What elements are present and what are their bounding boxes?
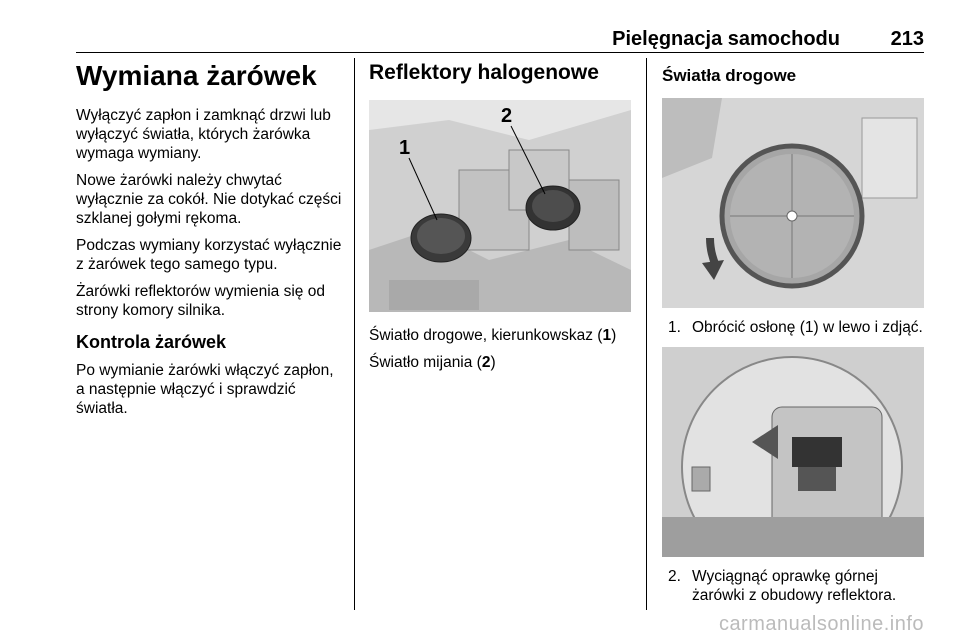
section-heading: Reflektory halogenowe [369, 61, 599, 84]
paragraph: Podczas wymiany korzystać wyłącznie z żarówek tego samego typu. [76, 237, 342, 273]
caption-high-beam [369, 326, 631, 345]
caption-number: 2 [481, 354, 491, 371]
paragraph: Po wymianie żarówki włączyć zapłon, a następnie włączyć i sprawdzić światła. [76, 362, 334, 417]
paragraph: Wyłączyć zapłon i zamknąć drzwi lub wyłączyć światła, których żarówka wymaga wymiany. [76, 107, 331, 162]
step-2 [662, 567, 924, 605]
watermark: carmanualsonline.info [718, 613, 924, 635]
cover-illustration [662, 98, 924, 308]
step-text: Wyciągnąć oprawkę górnej żarówki z obudowy reflektora. [692, 568, 897, 604]
callout-2: 2 [501, 105, 513, 127]
caption-paren: ) [490, 354, 496, 371]
paragraph: Żarówki reflektorów wymienia się od strony komory silnika. [76, 283, 325, 319]
step-number: 1. [668, 319, 681, 336]
paragraph: Nowe żarówki należy chwytać wyłącznie za cokół. Nie dotykać części szklanej gołymi rękoma. [76, 172, 342, 227]
caption-text: Światło mijania ( [369, 354, 482, 371]
header-rule [76, 52, 924, 53]
column-bulb-replacement [76, 60, 344, 426]
section-heading: Światła drogowe [662, 66, 797, 85]
column-halogen-headlights [369, 60, 631, 380]
column-high-beam [662, 60, 924, 615]
step-1 [662, 318, 924, 337]
caption-number: 1 [602, 327, 612, 344]
headlight-illustration [369, 100, 631, 312]
column-separator-1 [354, 58, 355, 610]
caption-paren: ) [611, 327, 617, 344]
subsection-heading: Kontrola żarówek [76, 332, 227, 352]
section-heading: Wymiana żarówek [76, 60, 317, 91]
column-separator-2 [646, 58, 647, 610]
step-text: Obrócić osłonę (1) w lewo i zdjąć. [692, 319, 923, 336]
caption-text: Światło drogowe, kierunkowskaz ( [369, 327, 603, 344]
page-header-title: Pielęgnacja samochodu [612, 28, 840, 50]
page-number: 213 [890, 28, 924, 50]
step-number: 2. [668, 568, 681, 585]
bulb-holder-illustration [662, 347, 924, 557]
callout-1: 1 [399, 137, 411, 159]
caption-low-beam [369, 353, 631, 372]
